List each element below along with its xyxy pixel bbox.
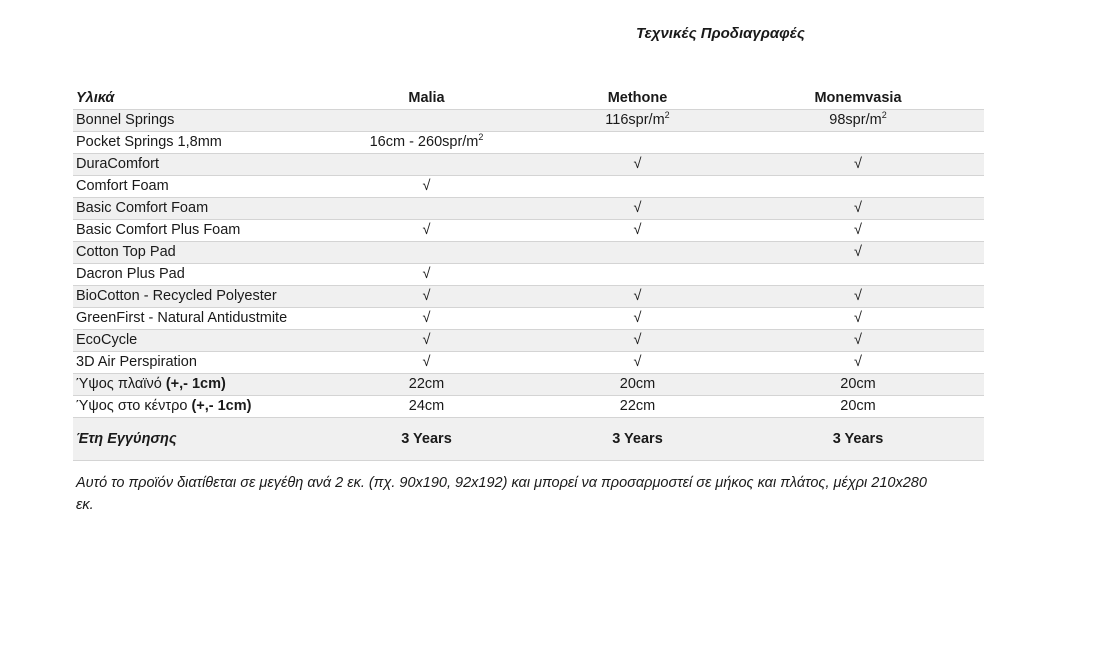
specifications-table [73, 88, 984, 461]
table-row [73, 330, 984, 352]
table-row [73, 220, 984, 242]
cell-malia: $16cm - 260spr/m^2$ [310, 132, 543, 154]
row-label: Comfort Foam [73, 176, 310, 198]
cell-monemvasia [732, 176, 984, 198]
table-row [73, 286, 984, 308]
cell-malia: √ [310, 264, 543, 286]
table-row [73, 198, 984, 220]
table-row [73, 176, 984, 198]
warranty-label: Έτη Εγγύησης [73, 418, 310, 461]
table-row [73, 132, 984, 154]
row-label: Dacron Plus Pad [73, 264, 310, 286]
cell-malia [310, 198, 543, 220]
table-row [73, 154, 984, 176]
footnote: Αυτό το προϊόν διατίθεται σε μεγέθη ανά 2 εκ. (πχ. 90x190, 92x192) και μπορεί να προσαρμοστεί σε μήκος και πλάτος, μέχρι 210x280 εκ. [76, 475, 927, 513]
cell-malia: √ [310, 330, 543, 352]
header-monemvasia: Monemvasia [814, 90, 902, 106]
cell-malia: √ [310, 176, 543, 198]
cell-monemvasia: √ [732, 352, 984, 374]
row-label: Pocket Springs 1,8mm [73, 132, 310, 154]
cell-malia [310, 110, 543, 132]
cell-methone: √ [543, 308, 732, 330]
table-row [73, 396, 984, 418]
warranty-row [73, 418, 984, 461]
table-row [73, 352, 984, 374]
cell-methone: √ [543, 220, 732, 242]
cell-monemvasia: √ [732, 330, 984, 352]
cell-monemvasia [732, 264, 984, 286]
cell-malia: √ [310, 286, 543, 308]
cell-monemvasia: √ [732, 242, 984, 264]
table-row [73, 242, 984, 264]
cell-monemvasia: 20cm [732, 374, 984, 396]
cell-malia: 22cm [310, 374, 543, 396]
cell-malia: √ [310, 308, 543, 330]
row-label: Basic Comfort Plus Foam [73, 220, 310, 242]
cell-malia [310, 242, 543, 264]
cell-malia: √ [310, 220, 543, 242]
cell-monemvasia: √ [732, 220, 984, 242]
header-malia: Malia [408, 90, 445, 106]
row-label: GreenFirst - Natural Antidustmite [73, 308, 310, 330]
header-methone: Methone [607, 90, 668, 106]
table-row [73, 308, 984, 330]
cell-methone [543, 264, 732, 286]
row-label: BioCotton - Recycled Polyester [73, 286, 310, 308]
cell-methone: $116spr/m^2$ [543, 110, 732, 132]
cell-monemvasia: $98spr/m^2$ [732, 110, 984, 132]
cell-methone: √ [543, 330, 732, 352]
row-label: Bonnel Springs [73, 110, 310, 132]
cell-methone [543, 132, 732, 154]
table-row [73, 264, 984, 286]
header-materials: Υλικά [76, 90, 115, 106]
table-header-row [73, 88, 984, 110]
cell-methone: 22cm [543, 396, 732, 418]
cell-monemvasia: √ [732, 308, 984, 330]
row-label: EcoCycle [73, 330, 310, 352]
row-label: 3D Air Perspiration [73, 352, 310, 374]
row-label: Ύψος στο κέντρο (+,- 1cm) [73, 396, 310, 418]
cell-methone: √ [543, 154, 732, 176]
page-title: Τεχνικές Προδιαγραφές [636, 25, 805, 42]
cell-methone: √ [543, 286, 732, 308]
row-label: Cotton Top Pad [73, 242, 310, 264]
warranty-methone: 3 Years [543, 418, 732, 461]
cell-malia [310, 154, 543, 176]
cell-methone: √ [543, 198, 732, 220]
cell-methone [543, 176, 732, 198]
row-label: Basic Comfort Foam [73, 198, 310, 220]
cell-monemvasia: √ [732, 286, 984, 308]
cell-monemvasia: √ [732, 198, 984, 220]
warranty-malia: 3 Years [310, 418, 543, 461]
row-label: Ύψος πλαϊνό (+,- 1cm) [73, 374, 310, 396]
table-row [73, 374, 984, 396]
cell-malia: √ [310, 352, 543, 374]
warranty-monemvasia: 3 Years [732, 418, 984, 461]
cell-methone: 20cm [543, 374, 732, 396]
cell-monemvasia: 20cm [732, 396, 984, 418]
table-row [73, 110, 984, 132]
cell-methone: √ [543, 352, 732, 374]
cell-methone [543, 242, 732, 264]
cell-monemvasia: √ [732, 154, 984, 176]
cell-monemvasia [732, 132, 984, 154]
cell-malia: 24cm [310, 396, 543, 418]
row-label: DuraComfort [73, 154, 310, 176]
